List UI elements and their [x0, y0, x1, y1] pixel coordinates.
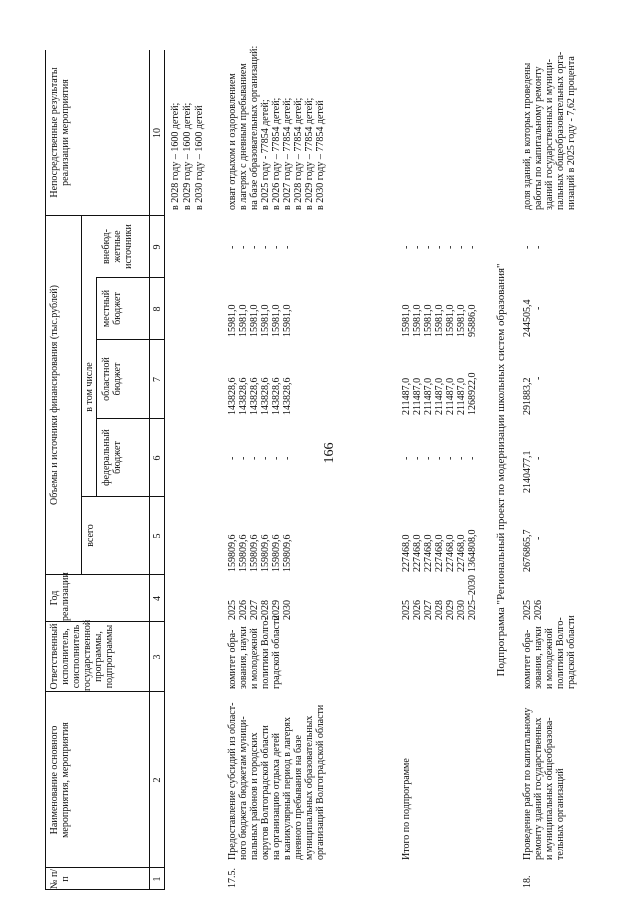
year-cell: 2030 [456, 600, 467, 620]
total-cell: 227468,0 [434, 534, 445, 572]
col-number: 7 [152, 377, 163, 382]
regional-cell: 211487,0 [401, 377, 412, 415]
rotated-table [45, 45, 640, 890]
year-cell: 2025 [522, 600, 533, 620]
row-175-executor-line: и молодежной [249, 628, 260, 689]
year-cell: 2026 [412, 600, 423, 620]
local-cell: 15981,0 [434, 304, 445, 337]
federal-cell: - [271, 456, 282, 460]
top-result-line: в 2030 году – 1600 детей [194, 105, 205, 210]
row-175-name-line: дневного пребывания на базе [293, 735, 304, 860]
header-federal: федеральный бюджет [101, 429, 123, 486]
local-cell: 15981,0 [401, 304, 412, 337]
row-175-executor-line: градской области [271, 615, 282, 689]
regional-cell: 143828,6 [260, 377, 271, 415]
subprogram-title: Подпрограмма "Региональный проект по модернизации школьных систем образования" [495, 263, 507, 677]
local-cell: 15981,0 [456, 304, 467, 337]
header-executor: Ответственный исполнитель, соисполнитель государственной программы, подпрограммы [49, 619, 115, 691]
row-18-executor-line: политики Волго- [555, 617, 566, 689]
year-cell: 2026 [533, 600, 544, 620]
col-number: 9 [152, 244, 163, 250]
total-cell: 159809,6 [260, 534, 271, 572]
header-total: всего [85, 524, 96, 547]
regional-cell: 143828,6 [282, 377, 293, 415]
local-cell: 15981,0 [238, 304, 249, 337]
extra-cell: - [434, 245, 445, 249]
local-cell: 15981,0 [282, 304, 293, 337]
col-number: 10 [152, 128, 163, 138]
result-line: в 2030 году – 77854 детей [315, 100, 326, 210]
federal-cell: - [434, 456, 445, 460]
col-number: 8 [152, 306, 163, 312]
extra-cell: - [456, 245, 467, 249]
col-number: 1 [152, 876, 163, 882]
year-cell: 2030 [282, 600, 293, 620]
col-number: 3 [152, 654, 163, 660]
row-175-name-line: на организацию отдыха детей [271, 732, 282, 860]
extra-cell: - [412, 245, 423, 249]
row-18-executor-line: и молодежной [544, 628, 555, 689]
extra-cell: - [271, 245, 282, 249]
federal-cell: - [456, 456, 467, 460]
extra-cell: - [423, 245, 434, 249]
regional-cell: 291883,2 [522, 377, 533, 415]
result-line: в 2026 году – 77854 детей; [271, 97, 282, 210]
local-cell: 15981,0 [412, 304, 423, 337]
row-175-executor-line: политики Волго- [260, 617, 271, 689]
in-that-border [96, 278, 97, 497]
total-cell: - [533, 536, 544, 540]
regional-cell: 143828,6 [271, 377, 282, 415]
col-number: 2 [152, 777, 163, 783]
federal-cell: - [401, 456, 412, 460]
regional-cell: 211487,0 [412, 377, 423, 415]
top-result-line: в 2028 году – 1600 детей; [170, 102, 181, 210]
total-cell: 2676865,7 [522, 529, 533, 572]
header-num: № п/п [49, 868, 71, 890]
local-cell: 15981,0 [423, 304, 434, 337]
year-cell: 2025–2030 [467, 575, 478, 620]
row-18-name-line: Проведение работ по капитальному [522, 707, 533, 860]
row-18-number: 18. [522, 875, 533, 888]
federal-cell: - [249, 456, 260, 460]
year-cell: 2025 [401, 600, 412, 620]
local-cell: 15981,0 [227, 304, 238, 337]
total-cell: 1364808,0 [467, 529, 478, 572]
result-line: на базе образовательных организаций: [249, 45, 260, 210]
local-cell: 244505,4 [522, 299, 533, 337]
extra-cell: - [238, 245, 249, 249]
row-175-name-line: округов Волгоградской области [260, 725, 271, 860]
result-line: в 2025 году - 77854 детей; [260, 99, 271, 210]
total-cell: 227468,0 [401, 534, 412, 572]
regional-cell: 211487,0 [445, 377, 456, 415]
federal-cell: - [238, 456, 249, 460]
regional-cell: 1268922,0 [467, 372, 478, 415]
row-175-name-line: организаций Волгоградской области [315, 704, 326, 860]
result-line: в 2029 году – 77854 детей; [304, 97, 315, 210]
regional-cell: 143828,6 [227, 377, 238, 415]
row-175-name-line: Предоставление субсидий из област- [227, 702, 238, 860]
header-results: Непосредственные результаты реализации мероприятия [49, 67, 71, 198]
result-line: работы по капитальному ремонту [533, 66, 544, 210]
col-number: 5 [152, 533, 163, 539]
federal-cell: - [467, 456, 478, 460]
header-regional: областной бюджет [101, 357, 123, 401]
table-top-border [45, 50, 46, 890]
federal-cell: 2140477,1 [522, 450, 533, 493]
federal-cell: - [445, 456, 456, 460]
numbers-row-border [164, 50, 165, 890]
result-line: охват отдыхом и оздоровлением [227, 73, 238, 210]
result-line: в лагерях с дневным пребыванием [238, 63, 249, 210]
header-local: местный бюджет [101, 289, 123, 328]
total-cell: 227468,0 [423, 534, 434, 572]
result-line: низаций в 2025 году - 7,62 процента [566, 56, 577, 210]
extra-cell: - [227, 245, 238, 249]
row-18-executor-line: комитет обра- [522, 629, 533, 689]
federal-cell: - [260, 456, 271, 460]
regional-cell: 143828,6 [238, 377, 249, 415]
total-cell: 159809,6 [249, 534, 260, 572]
regional-cell: 211487,0 [423, 377, 434, 415]
header-year: Год реализации [49, 572, 71, 621]
year-cell: 2027 [249, 600, 260, 620]
col-border-2 [45, 691, 164, 692]
header-extra: внебюд-жетные источники [101, 224, 134, 269]
extra-cell: - [467, 245, 478, 249]
federal-cell: - [533, 456, 544, 460]
subtotal-label: Итого по подпрограмме [401, 758, 412, 860]
total-cell: 227468,0 [412, 534, 423, 572]
total-cell: 159809,6 [282, 534, 293, 572]
row-175-number: 17.5. [227, 868, 238, 888]
regional-cell: - [533, 376, 544, 380]
fin-subheader-border [81, 216, 82, 575]
year-cell: 2028 [260, 600, 271, 620]
federal-cell: - [423, 456, 434, 460]
header-bottom-border [149, 50, 150, 890]
row-175-executor-line: зования, науки [238, 626, 249, 689]
result-line: доля зданий, в которых проведены [522, 62, 533, 210]
row-18-name-line: и муниципальных общеобразова- [544, 717, 555, 860]
local-cell: 15981,0 [445, 304, 456, 337]
federal-cell: - [227, 456, 238, 460]
row-18-executor-line: зования, науки [533, 626, 544, 689]
result-line: в 2027 году – 77854 детей; [282, 97, 293, 210]
row-175-name-line: муниципальных образовательных [304, 715, 315, 860]
local-cell: - [533, 306, 544, 310]
regional-cell: 211487,0 [456, 377, 467, 415]
extra-cell: - [282, 245, 293, 249]
extra-cell: - [522, 245, 533, 249]
year-cell: 2029 [271, 600, 282, 620]
federal-cell: - [412, 456, 423, 460]
result-line: зданий государственных и муници- [544, 59, 555, 210]
header-in-that: в том числе [84, 362, 95, 412]
top-result-line: в 2029 году – 1600 детей; [182, 102, 193, 210]
year-cell: 2025 [227, 600, 238, 620]
col-number: 6 [152, 455, 163, 461]
regional-cell: 143828,6 [249, 377, 260, 415]
result-line: в 2028 году – 77854 детей; [293, 97, 304, 210]
row-175-name-line: пальных районов и городских [249, 732, 260, 860]
year-cell: 2026 [238, 600, 249, 620]
extra-cell: - [260, 245, 271, 249]
page-number: 166 [322, 442, 337, 464]
local-cell: 15981,0 [271, 304, 282, 337]
row-18-name-line: тельных организаций [555, 768, 566, 860]
year-cell: 2027 [423, 600, 434, 620]
row-18-executor-line: градской области [566, 615, 577, 689]
extra-cell: - [401, 245, 412, 249]
total-cell: 159809,6 [227, 534, 238, 572]
row-175-name-line: в каникулярный период в лагерях [282, 717, 293, 860]
extra-cell: - [533, 245, 544, 249]
year-cell: 2028 [434, 600, 445, 620]
extra-cell: - [249, 245, 260, 249]
total-cell: 227468,0 [456, 534, 467, 572]
header-name: Наименование основного мероприятия, мероприятия [49, 722, 71, 838]
col-number: 4 [152, 596, 163, 601]
total-cell: 159809,6 [271, 534, 282, 572]
result-line: пальных общеобразовательных орга- [555, 51, 566, 210]
header-fin-group: Объемы и источники финансирования (тыс.рублей) [49, 285, 60, 505]
total-cell: 227468,0 [445, 534, 456, 572]
regional-cell: 211487,0 [434, 377, 445, 415]
extra-cell: - [445, 245, 456, 249]
row-175-executor-line: комитет обра- [227, 629, 238, 689]
year-cell: 2029 [445, 600, 456, 620]
row-18-name-line: ремонту зданий государственных [533, 717, 544, 860]
total-cell: 159809,6 [238, 534, 249, 572]
federal-cell: - [282, 456, 293, 460]
row-175-name-line: ного бюджета бюджетам муници- [238, 716, 249, 860]
local-cell: 15981,0 [260, 304, 271, 337]
local-cell: 95886,0 [467, 304, 478, 337]
local-cell: 15981,0 [249, 304, 260, 337]
